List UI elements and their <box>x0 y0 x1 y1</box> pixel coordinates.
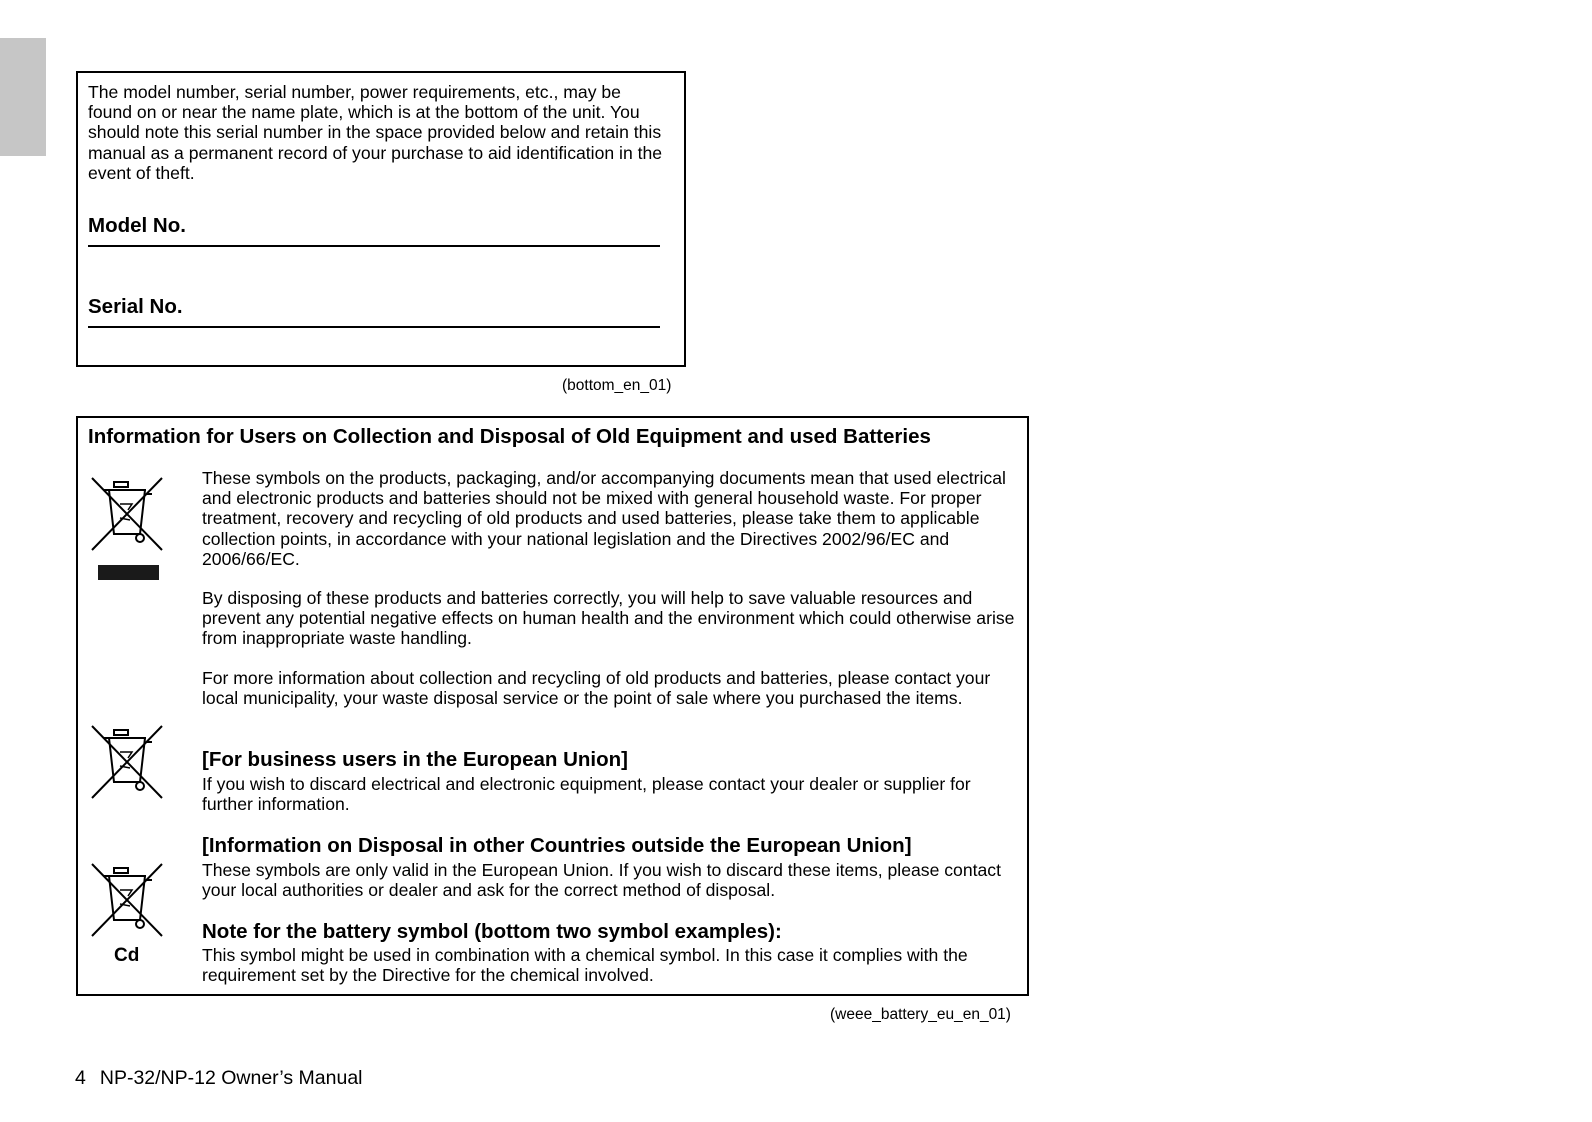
other-countries-text: These symbols are only valid in the European Union. If you wish to discard these items, please contact your local authorities or dealer and ask for the correct method of disposal. <box>202 860 1001 901</box>
serial-no-label: Serial No. <box>88 295 183 318</box>
disposal-paragraph-1: These symbols on the products, packaging, and/or accompanying documents mean that used electrical and electronic products and batteries should not be mixed with general household waste. For proper treatment, recovery and recycling of old products and used batteries, please take them to applicable collection points, in accordance with your national legislation and the Directives 2002/96/EC and 2006/66/EC. <box>202 468 1006 569</box>
model-box-code: (bottom_en_01) <box>562 377 672 394</box>
weee-bin-icon <box>90 476 166 552</box>
disposal-paragraph-2: By disposing of these products and batteries correctly, you will help to save valuable resources and prevent any potential negative effects on human health and the environment which could otherwise arise from inappropriate waste handling. <box>202 588 1015 649</box>
page-footer <box>75 1067 377 1089</box>
model-intro-text: The model number, serial number, power requirements, etc., may be found on or near the name plate, which is at the bottom of the unit. You should note this serial number in the space provided below and retain this manual as a permanent record of your purchase to aid identification in the event of theft. <box>88 82 663 183</box>
battery-bin-icon <box>90 724 166 800</box>
info-title: Information for Users on Collection and Disposal of Old Equipment and used Batteries <box>88 425 931 448</box>
section-tab <box>0 38 46 156</box>
business-users-heading: [For business users in the European Union] <box>202 748 628 771</box>
battery-symbol-text: This symbol might be used in combination with a chemical symbol. In this case it complies with the requirement set by the Directive for the chemical involved. <box>202 945 968 986</box>
model-serial-box <box>76 71 686 367</box>
weee-black-bar <box>98 565 159 580</box>
battery-bin-cd-icon <box>90 862 166 938</box>
model-no-line <box>88 245 660 247</box>
other-countries-heading: [Information on Disposal in other Countries outside the European Union] <box>202 834 912 857</box>
model-no-label: Model No. <box>88 214 186 237</box>
disposal-info-box <box>76 416 1029 996</box>
page-number: 4 <box>75 1067 86 1089</box>
manual-title: NP-32/NP-12 Owner’s Manual <box>99 1067 363 1089</box>
battery-symbol-heading: Note for the battery symbol (bottom two symbol examples): <box>202 920 782 943</box>
disposal-paragraph-3: For more information about collection and recycling of old products and batteries, please contact your local municipality, your waste disposal service or the point of sale where you purchased the items. <box>202 668 991 709</box>
serial-no-line <box>88 326 660 328</box>
business-users-text: If you wish to discard electrical and electronic equipment, please contact your dealer or supplier for further information. <box>202 774 971 815</box>
chemical-symbol-cd: Cd <box>114 945 140 966</box>
info-box-code: (weee_battery_eu_en_01) <box>830 1006 1011 1023</box>
